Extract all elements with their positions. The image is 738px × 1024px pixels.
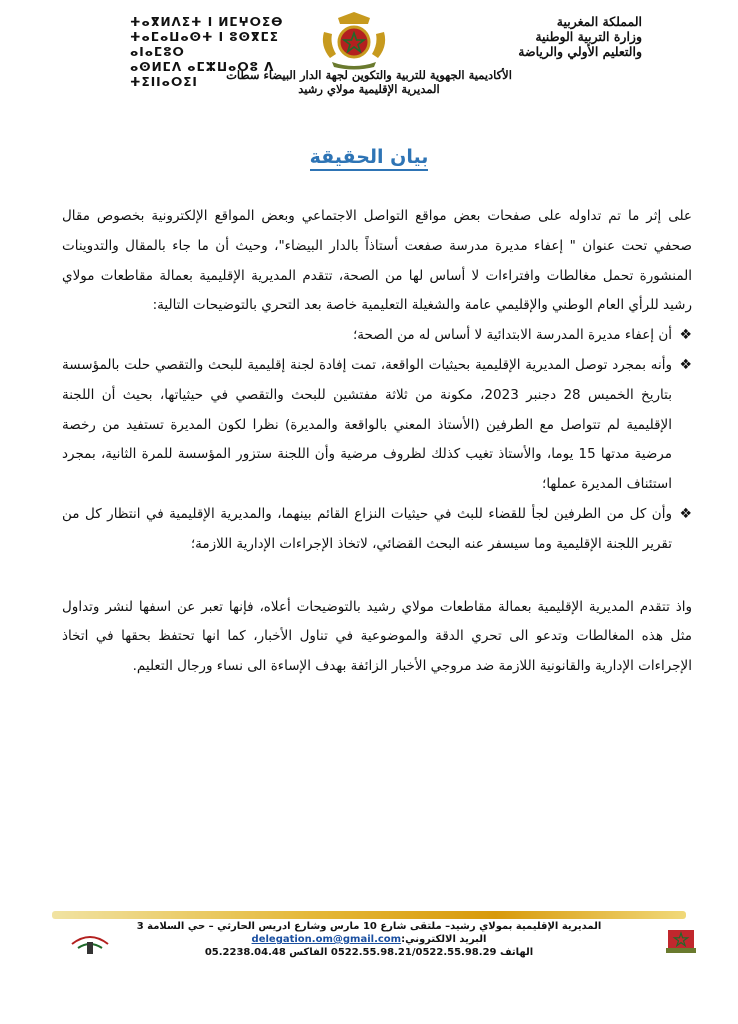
- list-item-text: أن إعفاء مديرة المدرسة الابتدائية لا أساس له من الصحة؛: [352, 327, 672, 344]
- tifinagh-line: ⵜⴰⵎⴰⵡⴰⵙⵜ ⵏ ⵓⵙⴳⵎⵉ ⴰⵏⴰⵎⵓⵔ: [130, 30, 279, 59]
- document-title-text: بيان الحقيقة: [310, 146, 429, 171]
- royal-crest-icon: [318, 12, 390, 70]
- footer-phone-line: الهاتف 0522.55.98.21/0522.55.98.29 الفاكس 05.2238.04.48: [204, 947, 534, 958]
- intro-paragraph: على إثر ما تم تداوله على صفحات بعض مواقع التواصل الاجتماعي وبعض المواقع الإلكترونية بخصوص مقال صحفي تحت عنوان " إعفاء مديرة مدرسة صفعت أستاذاً بالدار البيضاء"، وحيث أن ما جاء بالمقال والتدوينات المنشورة تحمل مغالطات وافتراءات لا أساس لها من الصحة، تتقدم المديرية الإقليمية بعمالة مقاطعات مولاي رشيد للرأي العام الوطني والإقليمي عامة والشغيلة التعليمية خاصة بعد التحري بالتوضيحات التالية:: [62, 208, 692, 314]
- header-academy: [150, 68, 588, 96]
- footer-address: المديرية الإقليمية بمولاي رشيد– ملتقى شارع 10 مارس وشارع ادريس الحارثي – حي السلامة 3: [136, 921, 602, 932]
- document-title: [0, 146, 738, 168]
- footer-email-line: [120, 933, 618, 946]
- diamond-bullet-icon: ❖: [679, 356, 692, 373]
- school-logo-icon: [68, 928, 112, 958]
- header-line-ministry: وزارة التربية الوطنية: [535, 29, 642, 44]
- header-arabic: [382, 14, 642, 59]
- directorate-line: المديرية الإقليمية مولاي رشيد: [298, 82, 440, 96]
- list-item: [62, 351, 692, 500]
- footer-email-label: البريد الالكتروني:: [401, 934, 487, 945]
- list-item: [62, 500, 692, 560]
- diamond-bullet-icon: ❖: [679, 327, 692, 344]
- diamond-bullet-icon: ❖: [679, 505, 692, 522]
- list-item-text: وأنه بمجرد توصل المديرية الإقليمية بحيثيات الواقعة، تمت إفادة لجنة إقليمية للبحث والتقصي حلت بالمؤسسة بتاريخ الخميس 28 دجنبر 2023، مكونة من ثلاثة مفتشين للبحث والتقصي في حيثياتها، بحيث أن اللجنة الإقليمية لم تتواصل مع الطرفين (الأستاذ المعني بالواقعة والمديرة) نظرا لكون المديرة تستفيد من رخصة مرضية مدتها 15 يوما، والأستاذ تغيب كذلك لظروف مرضية وأن اللجنة ستزور المؤسسة للمرة الثانية، بمجرد استئناف المديرة عملها؛: [62, 356, 672, 493]
- footer-email-link[interactable]: delegation.om@gmail.com: [251, 934, 402, 945]
- footer-divider: [52, 911, 686, 919]
- closing-paragraph: واذ تتقدم المديرية الإقليمية بعمالة مقاطعات مولاي رشيد بالتوضيحات أعلاه، فإنها تعبر عن اسفها لنشر وتداول مثل هذه المغالطات وتدعو الى تحري الدقة والموضوعية في تناول الأخبار، كما انها تحتفظ بحقها في اتخاذ الإجراءات الإدارية والقانونية اللازمة ضد مروجي الأخبار الزائفة بهدف الإساءة الى نساء ورجال التعليم.: [62, 598, 692, 675]
- academy-line: الأكاديمية الجهوية للتربية والتكوين لجهة الدار البيضاء سطات: [226, 68, 512, 82]
- clarifications-list: [62, 321, 692, 559]
- header-line-kingdom: المملكة المغربية: [556, 14, 642, 29]
- flag-logo-icon: [664, 924, 698, 956]
- list-item: [62, 321, 692, 351]
- tifinagh-line: ⵜⴰⴳⵍⴷⵉⵜ ⵏ ⵍⵎⵖⵔⵉⴱ: [130, 15, 284, 29]
- footer-contact: [120, 920, 618, 959]
- list-item-text: وأن كل من الطرفين لجأ للقضاء للبث في حيثيات النزاع القائم بينهما، والمديرية الإقليمية في انتظار كل من تقرير اللجنة الإقليمية وما سيسفر عنه البحث القضائي، لاتخاذ الإجراءات الإدارية اللازمة؛: [62, 505, 672, 552]
- tifinagh-line: ⴰⵙⵍⵎⴷ ⴰⵎⵣⵡⴰⵔⵓ ⴷ ⵜⵉⵏⵏⴰⵔⵉⵏ: [130, 60, 275, 89]
- header-line-ministry-2: والتعليم الأولي والرياضة: [518, 44, 642, 59]
- document-body: [62, 202, 692, 682]
